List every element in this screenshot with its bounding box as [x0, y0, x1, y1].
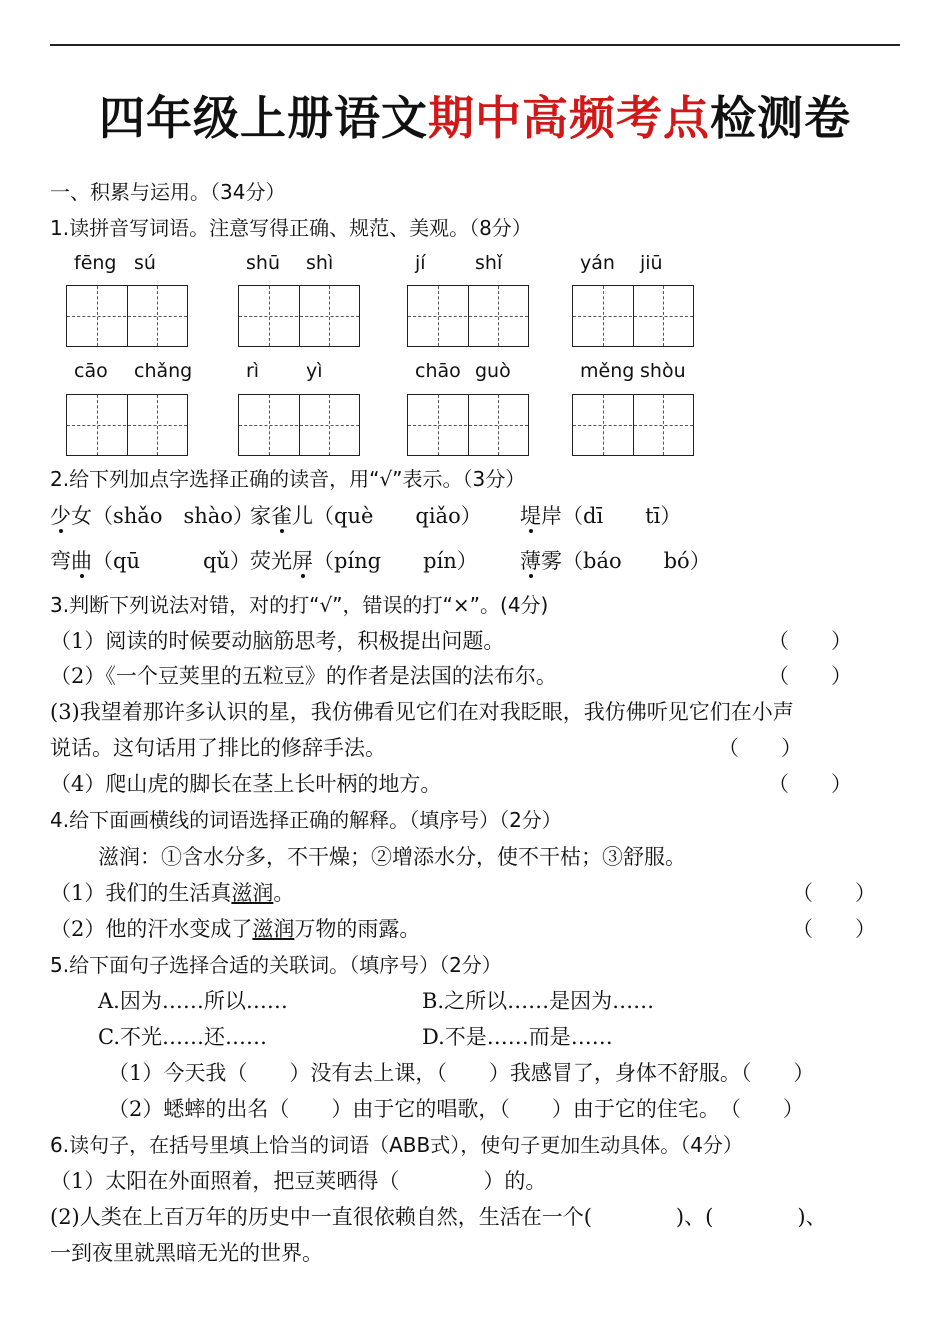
pinyin-syllable: měng: [580, 360, 635, 382]
pinyin-syllable: guò: [475, 360, 511, 382]
q2-item-2: 家雀儿（què qiǎo）: [250, 504, 482, 528]
q6-line-2a: (2)人类在上百万年的历史中一直很依赖自然，生活在一个( )、( )、: [50, 1205, 827, 1229]
writing-box[interactable]: [238, 394, 360, 456]
pinyin-syllable: shì: [306, 252, 334, 274]
writing-box[interactable]: [407, 394, 529, 456]
title-part-3: 检测卷: [710, 91, 851, 145]
writing-box[interactable]: [66, 285, 188, 347]
q4-line-1: （1）我们的生活真滋润。: [50, 881, 295, 905]
pinyin-syllable: sú: [134, 252, 156, 274]
pinyin-syllable: shòu: [640, 360, 686, 382]
q5-option-b: B.之所以……是因为……: [422, 989, 655, 1013]
pinyin-syllable: chāo: [415, 360, 461, 382]
q3-line-1: （1）阅读的时候要动脑筋思考，积极提出问题。: [50, 629, 505, 653]
pinyin-syllable: jí: [415, 252, 426, 274]
writing-box[interactable]: [407, 285, 529, 347]
q3-line-3a: (3)我望着那许多认识的星，我仿佛看见它们在对我眨眼，我仿佛听见它们在小声: [50, 700, 794, 724]
q4-line-2: （2）他的汗水变成了滋润万物的雨露。: [50, 917, 421, 941]
q5-option-a: A.因为……所以……: [98, 989, 288, 1013]
q6-line-2b: 一到夜里就黑暗无光的世界。: [50, 1241, 323, 1265]
q2-heading: 2.给下列加点字选择正确的读音，用“√”表示。（3分）: [50, 467, 526, 491]
pinyin-syllable: chǎng: [134, 360, 193, 382]
page-title: [0, 82, 950, 148]
pinyin-syllable: cāo: [74, 360, 108, 382]
writing-box[interactable]: [238, 285, 360, 347]
q2-item-6: 薄雾（báo bó）: [520, 549, 711, 573]
q3-answer-1[interactable]: （ ）: [768, 629, 852, 653]
q3-answer-4[interactable]: （ ）: [768, 772, 852, 796]
pinyin-syllable: shǐ: [475, 252, 503, 274]
q3-answer-3[interactable]: （ ）: [718, 736, 802, 760]
pinyin-syllable: yì: [306, 360, 323, 382]
section-1-heading: 一、积累与运用。（34分）: [50, 180, 286, 204]
q2-item-1: 少女（shǎo shào）: [50, 504, 254, 528]
q3-line-3b: 说话。这句话用了排比的修辞手法。: [50, 736, 386, 760]
q2-item-3: 堤岸（dī tī）: [520, 504, 682, 528]
q5-heading: 5.给下面句子选择合适的关联词。（填序号）（2分）: [50, 953, 502, 977]
q5-line-2: （2）蟋蟀的出名（ ）由于它的唱歌，（ ）由于它的住宅。 （ ）: [108, 1097, 804, 1121]
q4-answer-1[interactable]: （ ）: [792, 881, 876, 905]
q4-answer-2[interactable]: （ ）: [792, 917, 876, 941]
pinyin-syllable: fēng: [74, 252, 117, 274]
q5-line-1: （1）今天我（ ）没有去上课，（ ）我感冒了，身体不舒服。（ ）: [108, 1061, 815, 1085]
pinyin-syllable: yán: [580, 252, 615, 274]
title-highlight: 期中高频考点: [428, 91, 710, 145]
q5-option-d: D.不是……而是……: [422, 1025, 613, 1049]
writing-box[interactable]: [572, 285, 694, 347]
q3-line-2: （2）《一个豆荚里的五粒豆》的作者是法国的法布尔。: [50, 664, 557, 688]
q3-heading: 3.判断下列说法对错，对的打“√”，错误的打“×”。(4分): [50, 593, 549, 617]
writing-box[interactable]: [66, 394, 188, 456]
q6-heading: 6.读句子，在括号里填上恰当的词语（ABB式），使句子更加生动具体。（4分）: [50, 1133, 743, 1157]
q2-item-5: 荧光屏（píng pín）: [250, 549, 478, 573]
pinyin-syllable: shū: [246, 252, 280, 274]
q3-line-4: （4）爬山虎的脚长在茎上长叶柄的地方。: [50, 772, 442, 796]
q1-heading: 1.读拼音写词语。注意写得正确、规范、美观。（8分）: [50, 216, 532, 240]
pinyin-syllable: rì: [246, 360, 260, 382]
q4-definition: 滋润：①含水分多，不干燥；②增添水分，使不干枯；③舒服。: [98, 845, 686, 869]
top-rule: [50, 44, 900, 46]
q5-option-c: C.不光……还……: [98, 1025, 267, 1049]
pinyin-syllable: jiū: [640, 252, 663, 274]
q6-line-1: （1）太阳在外面照着，把豆荚晒得（ ）的。: [50, 1169, 547, 1193]
title-part-1: 四年级上册语文: [99, 91, 428, 145]
q2-item-4: 弯曲（qū qǔ）: [50, 549, 251, 573]
writing-box[interactable]: [572, 394, 694, 456]
q3-answer-2[interactable]: （ ）: [768, 664, 852, 688]
q4-heading: 4.给下面画横线的词语选择正确的解释。（填序号）（2分）: [50, 808, 562, 832]
